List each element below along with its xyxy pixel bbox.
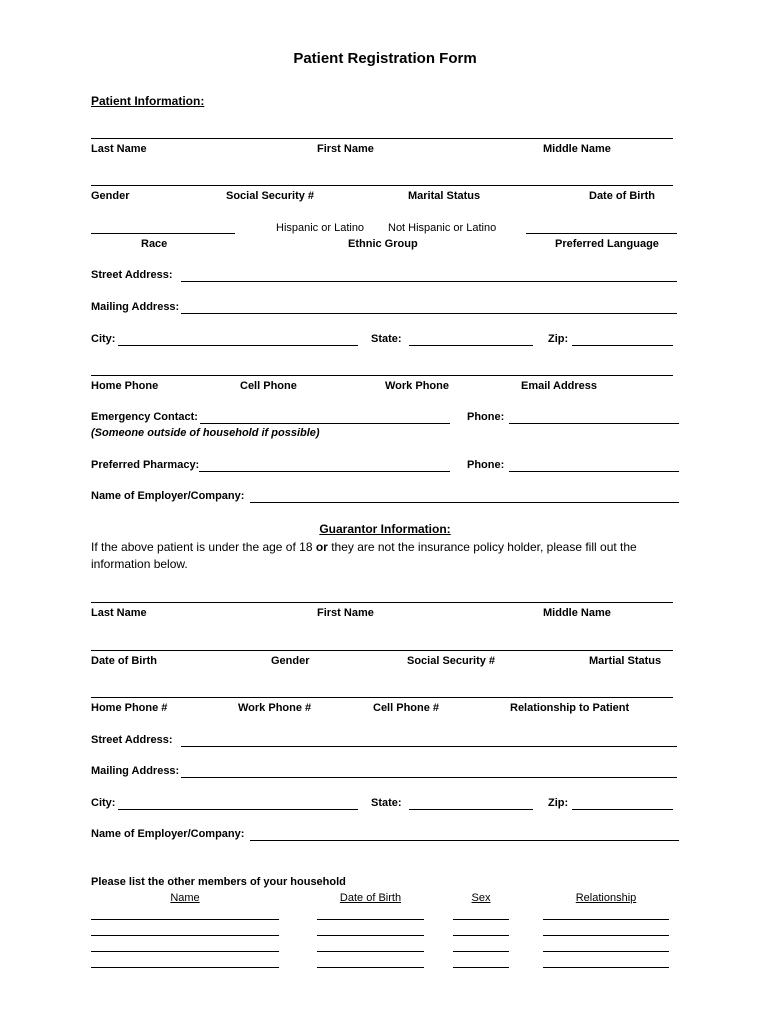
- g-state-label: State:: [371, 797, 402, 809]
- first-name-label: First Name: [317, 143, 374, 155]
- g-zip-field[interactable]: [572, 809, 673, 810]
- phones-entry-line[interactable]: [91, 375, 673, 376]
- g-ssn-label: Social Security #: [407, 655, 496, 667]
- g-street-field[interactable]: [181, 746, 677, 747]
- g-employer-field[interactable]: [250, 840, 679, 841]
- household-dob-field[interactable]: [317, 951, 424, 952]
- household-relationship-field[interactable]: [543, 967, 669, 968]
- last-name-label: Last Name: [91, 143, 147, 155]
- not-hispanic-option[interactable]: Not Hispanic or Latino: [388, 222, 497, 234]
- g-last-name-label: Last Name: [91, 607, 147, 619]
- city-label: City:: [91, 333, 116, 345]
- household-heading: Please list the other members of your household: [91, 876, 346, 888]
- emergency-phone-field[interactable]: [509, 423, 679, 424]
- household-sex-field[interactable]: [453, 935, 509, 936]
- emergency-contact-label: Emergency Contact:: [91, 411, 198, 423]
- patient-info-heading: Patient Information:: [91, 94, 205, 108]
- g-work-phone-label: Work Phone #: [238, 702, 312, 714]
- street-label: Street Address:: [91, 269, 173, 281]
- g-dob-label: Date of Birth: [91, 655, 157, 667]
- g-cell-phone-label: Cell Phone #: [373, 702, 440, 714]
- g-demographics-entry-line[interactable]: [91, 650, 673, 651]
- household-relationship-field[interactable]: [543, 935, 669, 936]
- state-label: State:: [371, 333, 402, 345]
- household-name-field[interactable]: [91, 951, 279, 952]
- middle-name-label: Middle Name: [543, 143, 611, 155]
- household-dob-header: Date of Birth: [339, 892, 402, 904]
- g-mailing-label: Mailing Address:: [91, 765, 180, 777]
- emergency-contact-field[interactable]: [200, 423, 450, 424]
- household-sex-header: Sex: [471, 892, 491, 904]
- preferred-language-label: Preferred Language: [555, 238, 659, 250]
- g-relationship-label: Relationship to Patient: [510, 702, 630, 714]
- g-name-entry-line[interactable]: [91, 602, 673, 603]
- g-home-phone-label: Home Phone #: [91, 702, 168, 714]
- name-entry-line[interactable]: [91, 138, 673, 139]
- page-title: Patient Registration Form: [293, 50, 477, 67]
- household-relationship-header: Relationship: [575, 892, 637, 904]
- household-name-field[interactable]: [91, 935, 279, 936]
- g-city-label: City:: [91, 797, 116, 809]
- race-label: Race: [141, 238, 168, 250]
- g-gender-label: Gender: [271, 655, 310, 667]
- household-sex-field[interactable]: [453, 951, 509, 952]
- email-label: Email Address: [521, 380, 598, 392]
- marital-status-label: Marital Status: [408, 190, 481, 202]
- pharmacy-label: Preferred Pharmacy:: [91, 459, 200, 471]
- zip-field[interactable]: [572, 345, 673, 346]
- g-city-field[interactable]: [118, 809, 358, 810]
- demographics-entry-line[interactable]: [91, 185, 673, 186]
- ssn-label: Social Security #: [226, 190, 315, 202]
- emergency-note: (Someone outside of household if possible): [91, 427, 320, 439]
- guarantor-intro-line2: information below.: [91, 557, 188, 571]
- household-dob-field[interactable]: [317, 919, 424, 920]
- employer-field[interactable]: [250, 502, 679, 503]
- street-field[interactable]: [181, 281, 677, 282]
- g-state-field[interactable]: [409, 809, 533, 810]
- g-phones-entry-line[interactable]: [91, 697, 673, 698]
- race-entry-line[interactable]: [91, 233, 235, 234]
- mailing-label: Mailing Address:: [91, 301, 180, 313]
- household-name-field[interactable]: [91, 967, 279, 968]
- household-relationship-field[interactable]: [543, 951, 669, 952]
- dob-label: Date of Birth: [589, 190, 655, 202]
- guarantor-heading: Guarantor Information:: [319, 522, 451, 536]
- pharmacy-phone-field[interactable]: [509, 471, 679, 472]
- household-sex-field[interactable]: [453, 919, 509, 920]
- household-dob-field[interactable]: [317, 935, 424, 936]
- household-name-field[interactable]: [91, 919, 279, 920]
- zip-label: Zip:: [548, 333, 569, 345]
- city-field[interactable]: [118, 345, 358, 346]
- employer-label: Name of Employer/Company:: [91, 490, 245, 502]
- g-employer-label: Name of Employer/Company:: [91, 828, 245, 840]
- gender-label: Gender: [91, 190, 130, 202]
- language-entry-line[interactable]: [526, 233, 677, 234]
- pharmacy-field[interactable]: [199, 471, 450, 472]
- g-marital-label: Martial Status: [589, 655, 662, 667]
- state-field[interactable]: [409, 345, 533, 346]
- emergency-phone-label: Phone:: [467, 411, 505, 423]
- g-zip-label: Zip:: [548, 797, 569, 809]
- g-middle-name-label: Middle Name: [543, 607, 611, 619]
- guarantor-intro-line1: If the above patient is under the age of 18 or they are not the insurance policy holder, please fill out the: [91, 540, 637, 554]
- g-street-label: Street Address:: [91, 734, 173, 746]
- household-dob-field[interactable]: [317, 967, 424, 968]
- mailing-field[interactable]: [181, 313, 677, 314]
- home-phone-label: Home Phone: [91, 380, 159, 392]
- household-name-header: Name: [170, 892, 200, 904]
- work-phone-label: Work Phone: [385, 380, 449, 392]
- g-mailing-field[interactable]: [181, 777, 677, 778]
- g-first-name-label: First Name: [317, 607, 374, 619]
- cell-phone-label: Cell Phone: [240, 380, 297, 392]
- household-relationship-field[interactable]: [543, 919, 669, 920]
- pharmacy-phone-label: Phone:: [467, 459, 505, 471]
- ethnic-group-label: Ethnic Group: [348, 238, 418, 250]
- hispanic-option[interactable]: Hispanic or Latino: [276, 222, 365, 234]
- household-sex-field[interactable]: [453, 967, 509, 968]
